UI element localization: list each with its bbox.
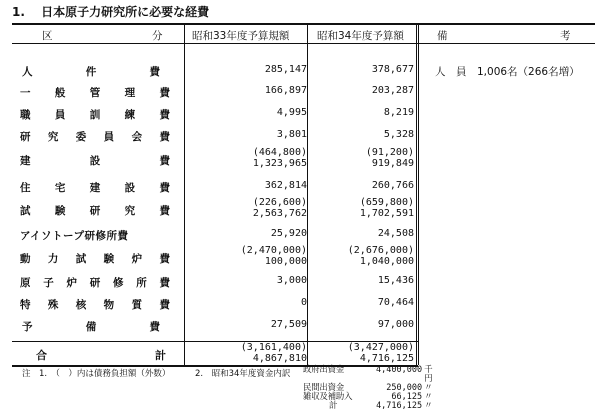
header-remarks-1: 備 <box>437 30 448 42</box>
value-fy33: 166,897 <box>264 85 307 96</box>
value-fy33: 0 <box>300 297 307 308</box>
value-fy34: (659,800) 1,702,591 <box>359 197 414 219</box>
table-top-rule <box>12 23 595 25</box>
value-fy34: 5,328 <box>383 129 414 140</box>
value-fy33: 27,509 <box>270 319 307 330</box>
value-fy33: 3,801 <box>276 129 307 140</box>
header-remarks-2: 考 <box>560 30 571 42</box>
value-fy34: 260,766 <box>371 180 414 191</box>
row-label: 建 設 費 <box>20 155 170 167</box>
row-label: 職 員 訓 練 費 <box>20 109 170 121</box>
col-divider-2 <box>307 23 308 365</box>
value-fy34: (91,200) 919,849 <box>365 147 414 169</box>
row-label: 一 般 管 理 費 <box>20 87 170 99</box>
breakdown-row: 雑収及補助入 66,125 〃 <box>303 392 433 402</box>
value-fy33: 25,920 <box>270 228 307 239</box>
value-fy33: 362,814 <box>264 180 307 191</box>
footnote-2: 2. 昭和34年度資金内訳 <box>195 369 291 379</box>
total-label: 合 計 <box>36 349 166 362</box>
value-fy34: 15,436 <box>377 275 414 286</box>
header-rule <box>12 43 595 44</box>
value-fy34: 70,464 <box>377 297 414 308</box>
row-remark: 人 員 1,006名（266名増） <box>435 66 580 78</box>
funding-breakdown <box>303 366 438 411</box>
header-fy34: 昭和34年度予算額 <box>317 30 404 42</box>
value-fy34: 378,677 <box>371 64 414 75</box>
row-label: 研 究 委 員 会 費 <box>20 131 170 143</box>
row-label: 試 験 研 究 費 <box>20 205 170 217</box>
row-label: 原 子 炉 研 修 所 費 <box>20 277 170 289</box>
footnote-1: 注 1. （ ）内は債務負担額（外数） <box>22 369 171 379</box>
value-fy34: 203,287 <box>371 85 414 96</box>
breakdown-row: 政府出資金 4,400,000 千円 <box>303 365 433 384</box>
value-fy33: 3,000 <box>276 275 307 286</box>
header-category-2: 分 <box>152 30 163 42</box>
value-fy34: 24,508 <box>377 228 414 239</box>
budget-table <box>12 23 595 366</box>
row-label: 特 殊 核 物 質 費 <box>20 299 170 311</box>
section-number: 1. <box>12 5 25 19</box>
breakdown-row: 民間出資金 250,000 〃 <box>303 383 433 393</box>
col-divider-1 <box>184 23 185 365</box>
row-label: 動 力 試 験 炉 費 <box>20 253 170 265</box>
value-fy34: (2,676,000) 1,040,000 <box>347 245 414 267</box>
header-fy33: 昭和33年度予算規額 <box>192 30 290 42</box>
breakdown-row: 計 4,716,125 〃 <box>329 401 433 411</box>
row-label: アイソトープ研修所費 <box>20 230 129 242</box>
value-fy33: (226,600) 2,563,762 <box>252 197 307 219</box>
col-divider-remarks <box>416 23 419 365</box>
value-fy34: 8,219 <box>383 107 414 118</box>
row-label: 人 件 費 <box>22 66 160 78</box>
value-fy33: (2,470,000) 100,000 <box>240 245 307 267</box>
row-label: 住 宅 建 設 費 <box>20 182 170 194</box>
value-fy33: 4,995 <box>276 107 307 118</box>
section-title: 日本原子力研究所に必要な経費 <box>41 5 210 19</box>
header-category-1: 区 <box>42 30 53 42</box>
total-fy33: (3,161,400) 4,867,810 <box>240 342 307 364</box>
section-heading <box>12 3 209 20</box>
total-fy34: (3,427,000) 4,716,125 <box>347 342 414 364</box>
row-label: 予 備 費 <box>22 321 160 333</box>
value-fy34: 97,000 <box>377 319 414 330</box>
value-fy33: (464,800) 1,323,965 <box>252 147 307 169</box>
value-fy33: 285,147 <box>264 64 307 75</box>
